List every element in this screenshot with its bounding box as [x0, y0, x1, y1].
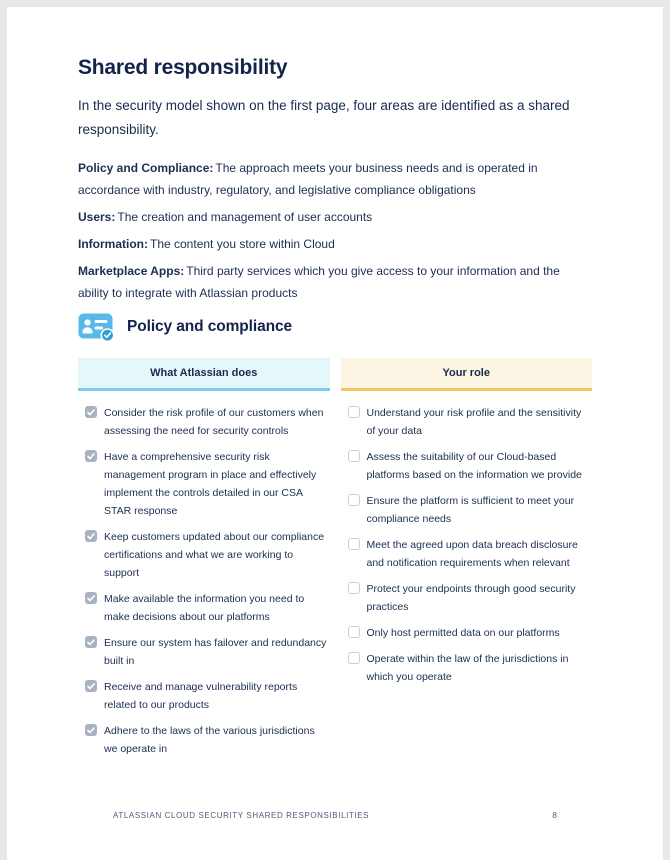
- responsibility-table: [78, 358, 592, 766]
- checklist-item: [78, 634, 330, 670]
- checkbox-checked-icon: [85, 406, 97, 418]
- definition-term: Information:: [78, 237, 148, 251]
- checkbox-checked-icon: [85, 724, 97, 736]
- definition-paragraph: [78, 233, 593, 255]
- footer-page-number: 8: [552, 810, 557, 820]
- checklist-item: [78, 404, 330, 440]
- definition-paragraph: [78, 157, 593, 201]
- column-header-your-role: Your role: [341, 358, 593, 391]
- definition-paragraph: [78, 260, 593, 304]
- checkbox-unchecked-icon: [348, 626, 360, 638]
- checklist-item-text: Protect your endpoints through good security practices: [366, 583, 576, 613]
- checkbox-checked-icon: [85, 680, 97, 692]
- definition-text: The content you store within Cloud: [150, 237, 335, 251]
- definition-paragraph: [78, 206, 593, 228]
- checklist-item: [78, 448, 330, 520]
- checkbox-checked-icon: [85, 592, 97, 604]
- checkbox-unchecked-icon: [348, 582, 360, 594]
- id-card-check-icon: [78, 312, 114, 342]
- checklist-item: [341, 404, 593, 440]
- definition-term: Policy and Compliance:: [78, 161, 214, 175]
- checklist-item: [341, 492, 593, 528]
- checklist-item: [341, 448, 593, 484]
- your-role-checklist: [341, 391, 593, 686]
- page-title: Shared responsibility: [78, 56, 288, 79]
- page-footer: [113, 810, 557, 820]
- checklist-item-text: Ensure the platform is sufficient to meet your compliance needs: [366, 495, 575, 525]
- checklist-item-text: Receive and manage vulnerability reports related to our products: [104, 681, 298, 711]
- section-heading-row: [78, 312, 292, 342]
- checkbox-checked-icon: [85, 530, 97, 542]
- definition-term: Marketplace Apps:: [78, 264, 185, 278]
- checklist-item-text: Assess the suitability of our Cloud-based platforms based on the information we provide: [366, 451, 582, 481]
- title-block: [78, 55, 598, 142]
- column-what-atlassian-does: [78, 358, 330, 766]
- definition-text: Third party services which you give access to your information and the ability to integrate with Atlassian products: [78, 264, 560, 300]
- checkbox-unchecked-icon: [348, 406, 360, 418]
- checkbox-unchecked-icon: [348, 652, 360, 664]
- checklist-item: [78, 590, 330, 626]
- definition-text: The approach meets your business needs and is operated in accordance with industry, regulatory, and legislative compliance obligations: [78, 161, 538, 197]
- checklist-item-text: Ensure our system has failover and redundancy built in: [104, 637, 327, 667]
- checkbox-unchecked-icon: [348, 538, 360, 550]
- checklist-item-text: Consider the risk profile of our customers when assessing the need for security controls: [104, 407, 324, 437]
- checklist-item-text: Understand your risk profile and the sensitivity of your data: [366, 407, 582, 437]
- definition-text: The creation and management of user accounts: [117, 210, 373, 224]
- checklist-item: [341, 536, 593, 572]
- column-header-atlassian: What Atlassian does: [78, 358, 330, 391]
- checklist-item: [341, 650, 593, 686]
- checkbox-unchecked-icon: [348, 450, 360, 462]
- checklist-item: [78, 528, 330, 582]
- checklist-item-text: Make available the information you need to make decisions about our platforms: [104, 593, 305, 623]
- checklist-item-text: Only host permitted data on our platforms: [366, 627, 560, 639]
- checklist-item: [78, 678, 330, 714]
- checklist-item-text: Operate within the law of the jurisdictions in which you operate: [366, 653, 569, 683]
- column-your-role: [341, 358, 593, 766]
- checklist-item-text: Keep customers updated about our compliance certifications and what we are working to support: [104, 531, 325, 579]
- footer-document-title: ATLASSIAN CLOUD SECURITY SHARED RESPONSIBILITIES: [113, 810, 370, 820]
- definition-term: Users:: [78, 210, 116, 224]
- atlassian-checklist: [78, 391, 330, 758]
- section-heading: Policy and compliance: [127, 318, 293, 335]
- checklist-item-text: Meet the agreed upon data breach disclosure and notification requirements when relevant: [366, 539, 578, 569]
- checklist-item: [341, 580, 593, 616]
- checklist-item: [341, 624, 593, 642]
- checkbox-checked-icon: [85, 636, 97, 648]
- document-page: [7, 7, 663, 860]
- checklist-item-text: Adhere to the laws of the various jurisdictions we operate in: [104, 725, 315, 755]
- intro-paragraph: In the security model shown on the first page, four areas are identified as a shared responsibility.: [78, 98, 570, 137]
- checklist-item-text: Have a comprehensive security risk management program in place and effectively implement the controls detailed in our CSA STAR response: [104, 451, 317, 517]
- checkbox-checked-icon: [85, 450, 97, 462]
- definitions-list: [78, 157, 593, 309]
- checklist-item: [78, 722, 330, 758]
- checkbox-unchecked-icon: [348, 494, 360, 506]
